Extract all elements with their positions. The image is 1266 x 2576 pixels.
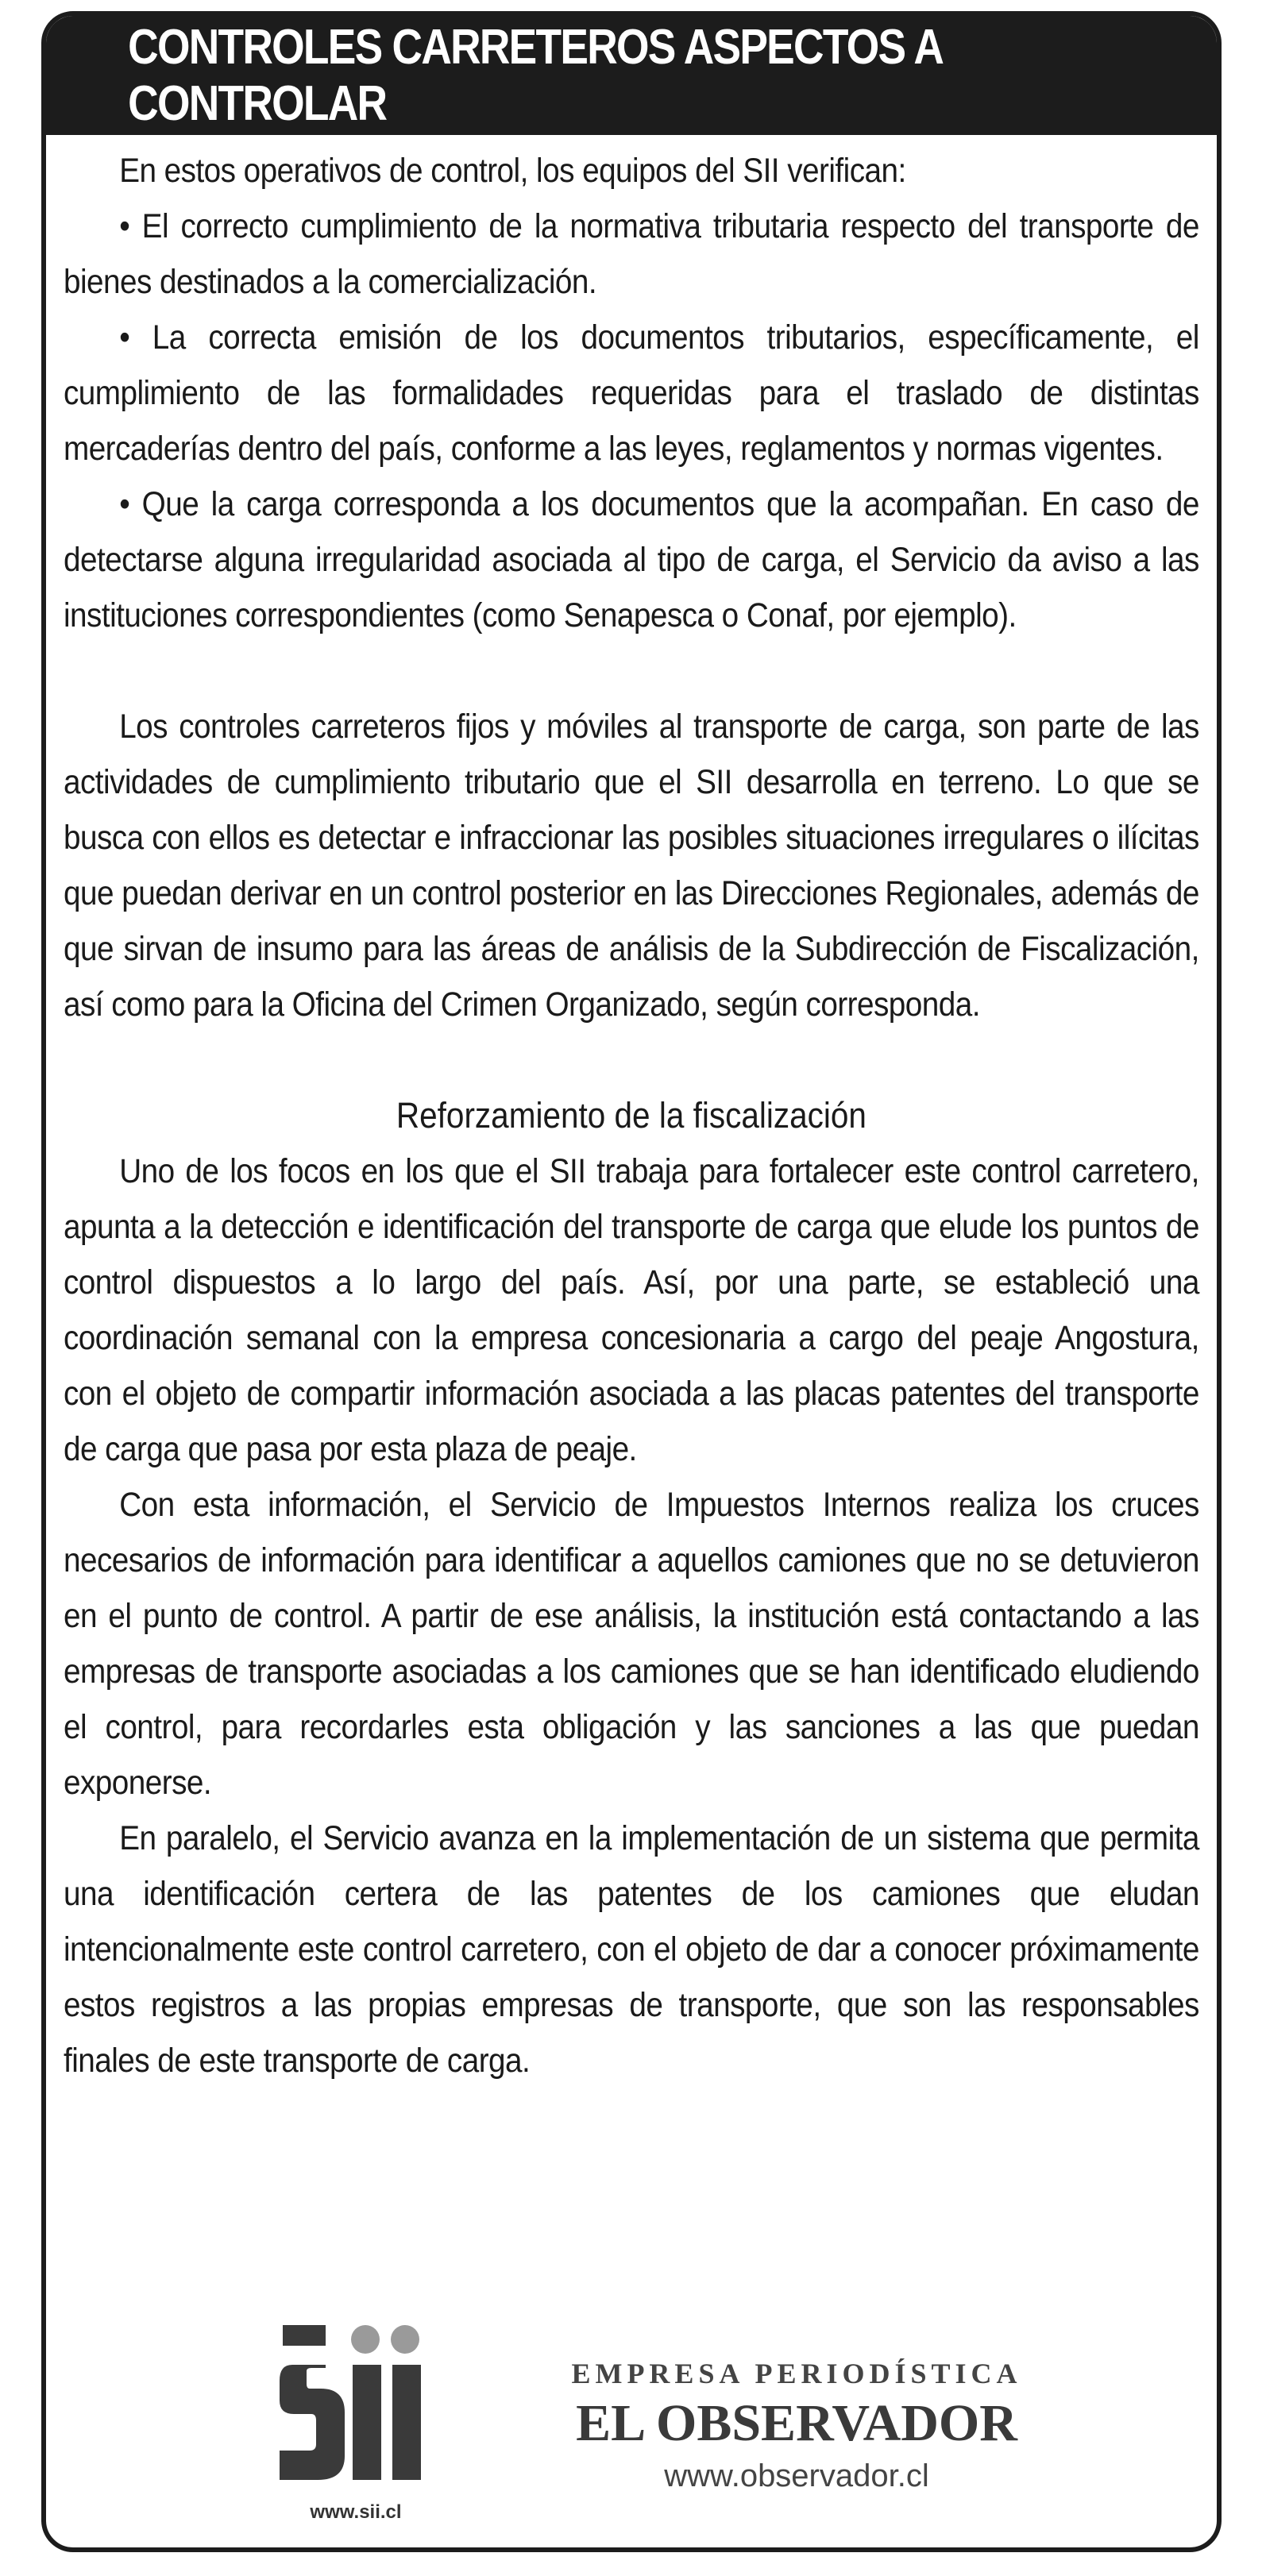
body-paragraph: Con esta información, el Servicio de Impuestos Internos realiza los cruces necesarios de información para identificar a aquellos camiones que no se detuvieron en el punto de control. A partir de ese análisis, la institución está contactando a las empresas de transporte asociadas a los camiones que se han identificado eludiendo el control, para recordarles esta obligación y las sanciones a las que puedan exponerse. (64, 1486, 1199, 1802)
sii-logo-icon (276, 2325, 435, 2492)
body-paragraph: Los controles carreteros fijos y móviles al transporte de carga, son parte de las actividades de cumplimiento tributario que el SII desarrolla en terreno. Lo que se busca con ellos es detectar e infraccionar las posibles situaciones irregulares o ilícitas que puedan derivar en un control posterior en las Direcciones Regionales, además de que sirvan de insumo para las áreas de análisis de la Subdirección de Fiscalización, así como para la Oficina del Crimen Organizado, según corresponda. (64, 708, 1199, 1024)
bullet-item: • El correcto cumplimiento de la normativa tributaria respecto del transporte de bienes destinados a la comercialización. (64, 207, 1199, 301)
bullet-item: • La correcta emisión de los documentos tributarios, específicamente, el cumplimiento de las formalidades requeridas para el traslado de distintas mercaderías dentro del país, conforme a las leyes, reglamentos y normas vigentes. (64, 318, 1199, 468)
title-bar (46, 16, 1217, 135)
publisher-block (523, 2357, 1071, 2494)
footer (46, 2325, 1217, 2524)
sii-url: www.sii.cl (310, 2501, 402, 2523)
body-paragraph: En paralelo, el Servicio avanza en la implementación de un sistema que permita una identificación certera de las patentes de los camiones que eludan intencionalmente este control carretero, con el objeto de dar a conocer próximamente estos registros a las propias empresas de transporte, que son las responsables finales de este transporte de carga. (64, 1819, 1199, 2080)
section-subheading: Reforzamiento de la fiscalización (396, 1095, 867, 1136)
body-paragraph: Uno de los focos en los que el SII trabaja para fortalecer este control carretero, apunta a la detección e identificación del transporte de carga que elude los puntos de control dispuestos a lo largo del país. Así, por una parte, se estableció una coordinación semanal con la empresa concesionaria a cargo del peaje Angostura, con el objeto de compartir información asociada a las placas patentes del transporte de carga que pasa por esta plaza de peaje. (64, 1152, 1199, 1468)
publisher-name: EL OBSERVADOR (576, 2394, 1017, 2452)
bullet-item: • Que la carga corresponda a los documentos que la acompañan. En caso de detectarse alguna irregularidad asociada al tipo de carga, el Servicio da aviso a las instituciones correspondientes (como Senapesca o Conaf, por ejemplo). (64, 485, 1199, 634)
intro-paragraph: En estos operativos de control, los equipos del SII verifican: (119, 152, 906, 190)
article-frame (41, 11, 1222, 2552)
article-body (64, 143, 1199, 2088)
sii-logo (276, 2325, 435, 2524)
page-title: CONTROLES CARRETEROS ASPECTOS A CONTROLAR (128, 20, 942, 131)
publisher-tagline: EMPRESA PERIODÍSTICA (571, 2358, 1022, 2389)
publisher-url: www.observador.cl (664, 2458, 929, 2493)
